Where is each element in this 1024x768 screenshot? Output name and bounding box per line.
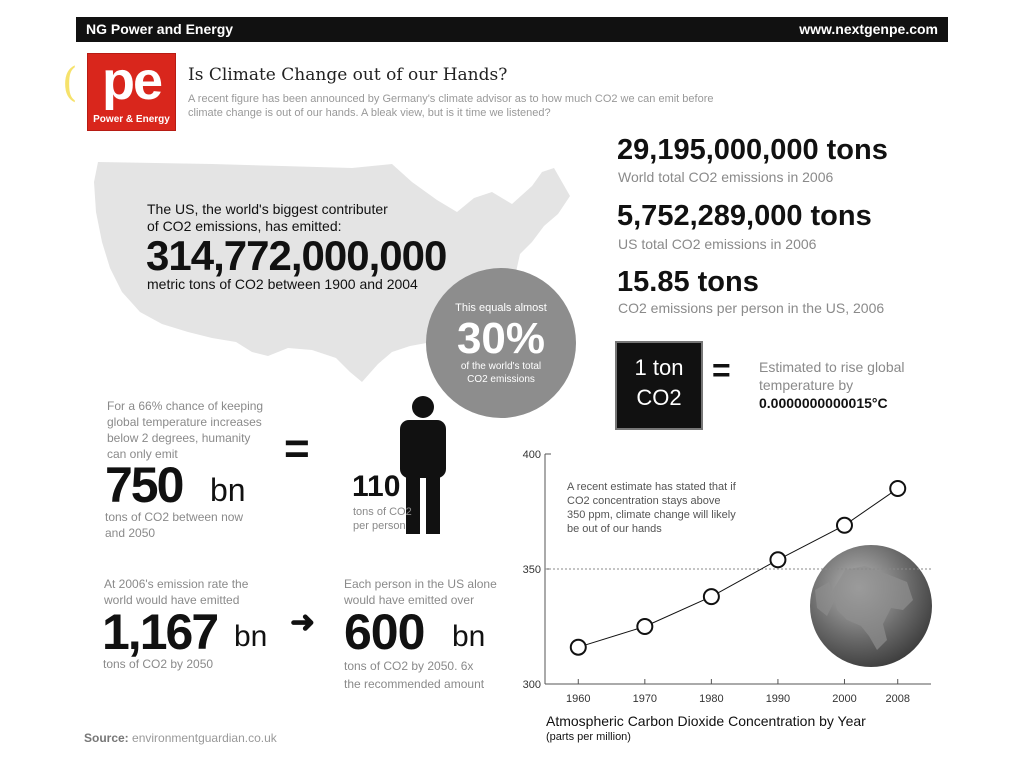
percent-post-2: CO2 emissions [467,374,535,385]
rate-number: 1,167 [102,604,218,660]
data-point-1960 [571,640,586,655]
chart-annotation-line-3: 350 ppm, climate change will likely [567,509,736,521]
per-person-number: 110 [352,470,401,503]
chart-annotation-line-1: A recent estimate has stated that if [567,481,736,493]
budget-caption-2: and 2050 [105,526,156,540]
source-value[interactable]: environmentguardian.co.uk [132,731,277,745]
us-total-figure: 314,772,000,000 [146,232,447,279]
chart-annotation-line-4: be out of our hands [567,523,662,535]
stat-person-value: 15.85 tons [617,266,759,298]
chart-subtitle: (parts per million) [546,731,631,743]
source-label: Source: [84,731,129,745]
y-tick-label-400: 400 [522,449,541,461]
data-point-1980 [704,589,719,604]
logo-letters: pe [101,51,162,111]
us-person-intro-2: would have emitted over [344,593,475,607]
globe-icon [810,545,932,667]
top-bar [76,17,948,42]
stat-us-label: US total CO2 emissions in 2006 [618,236,817,252]
rate-intro-2: world would have emitted [104,593,240,607]
chart-annotation-line-2: CO2 concentration stays above [567,495,721,507]
us-person-caption-1: tons of CO2 by 2050. 6x [344,659,474,673]
stat-person-label: CO2 emissions per person in the US, 2006 [618,300,885,316]
budget-intro-3: below 2 degrees, humanity [107,431,251,445]
ton-line-2: CO2 [636,385,682,410]
us-person-caption-2: the recommended amount [344,677,485,691]
data-point-2000 [837,518,852,533]
data-point-1990 [770,552,785,567]
logo-tagline: Power & Energy [93,114,170,125]
budget-intro-2: global temperature increases [107,415,262,429]
us-total-caption: metric tons of CO2 between 1900 and 2004 [147,276,418,292]
ton-co2-box [615,341,703,430]
pe-logo [87,53,176,131]
percent-pre: This equals almost [455,302,547,314]
us-person-number: 600 [344,604,425,660]
us-line-1: The US, the world's biggest contributer [147,201,388,217]
intro-text: A recent figure has been announced by Germany's climate advisor as to how much CO2 we can emit before climate change is out of our hands. A bleak view, but is it time we listened? [188,93,714,119]
x-tick-label-1960: 1960 [566,693,591,705]
page-title: Is Climate Change out of our Hands? [188,65,508,85]
chart-annotation [567,481,737,535]
ton-equals: = [712,352,731,388]
budget-number: 750 [105,457,183,513]
rate-caption: tons of CO2 by 2050 [103,657,214,671]
site-url[interactable]: www.nextgenpe.com [799,21,938,37]
us-person-intro-1: Each person in the US alone [344,577,497,591]
stat-world-value: 29,195,000,000 tons [617,134,888,166]
budget-equals: = [284,424,310,473]
ton-temperature-value: 0.0000000000015°C [759,395,888,411]
ton-desc-2: temperature by [759,377,854,393]
x-tick-label-1970: 1970 [632,693,658,705]
ton-desc-1: Estimated to rise global [759,359,905,375]
budget-caption-1: tons of CO2 between now [105,510,244,524]
y-tick-label-350: 350 [522,564,541,576]
us-line-2: of CO2 emissions, has emitted: [147,218,342,234]
x-tick-label-2008: 2008 [885,693,910,705]
stat-world-label: World total CO2 emissions in 2006 [618,169,834,185]
brand-name: NG Power and Energy [86,21,234,37]
x-tick-label-1990: 1990 [765,693,791,705]
arrow-right-icon: ➜ [290,606,316,639]
co2-line-chart [515,440,945,760]
percent-value: 30% [456,314,546,363]
budget-intro-4: can only emit [107,447,178,461]
budget-intro-1: For a 66% chance of keeping [107,399,264,413]
per-person-caption-1: tons of CO2 [353,506,412,518]
x-tick-label-2000: 2000 [832,693,857,705]
stat-us-value: 5,752,289,000 tons [617,200,872,232]
x-tick-label-1980: 1980 [699,693,724,705]
y-tick-label-300: 300 [522,679,541,691]
ton-line-1: 1 ton [634,355,684,380]
rate-unit: bn [234,620,268,653]
per-person-caption-2: per person [353,520,406,532]
chart-title: Atmospheric Carbon Dioxide Concentration by Year [546,713,866,729]
us-person-unit: bn [452,620,486,653]
rate-intro-1: At 2006's emission rate the [104,577,249,591]
percent-post-1: of the world's total [460,361,542,372]
data-point-1970 [637,619,652,634]
bracket-decoration: ( [62,60,78,106]
budget-unit: bn [210,472,246,508]
data-point-2008 [890,481,905,496]
